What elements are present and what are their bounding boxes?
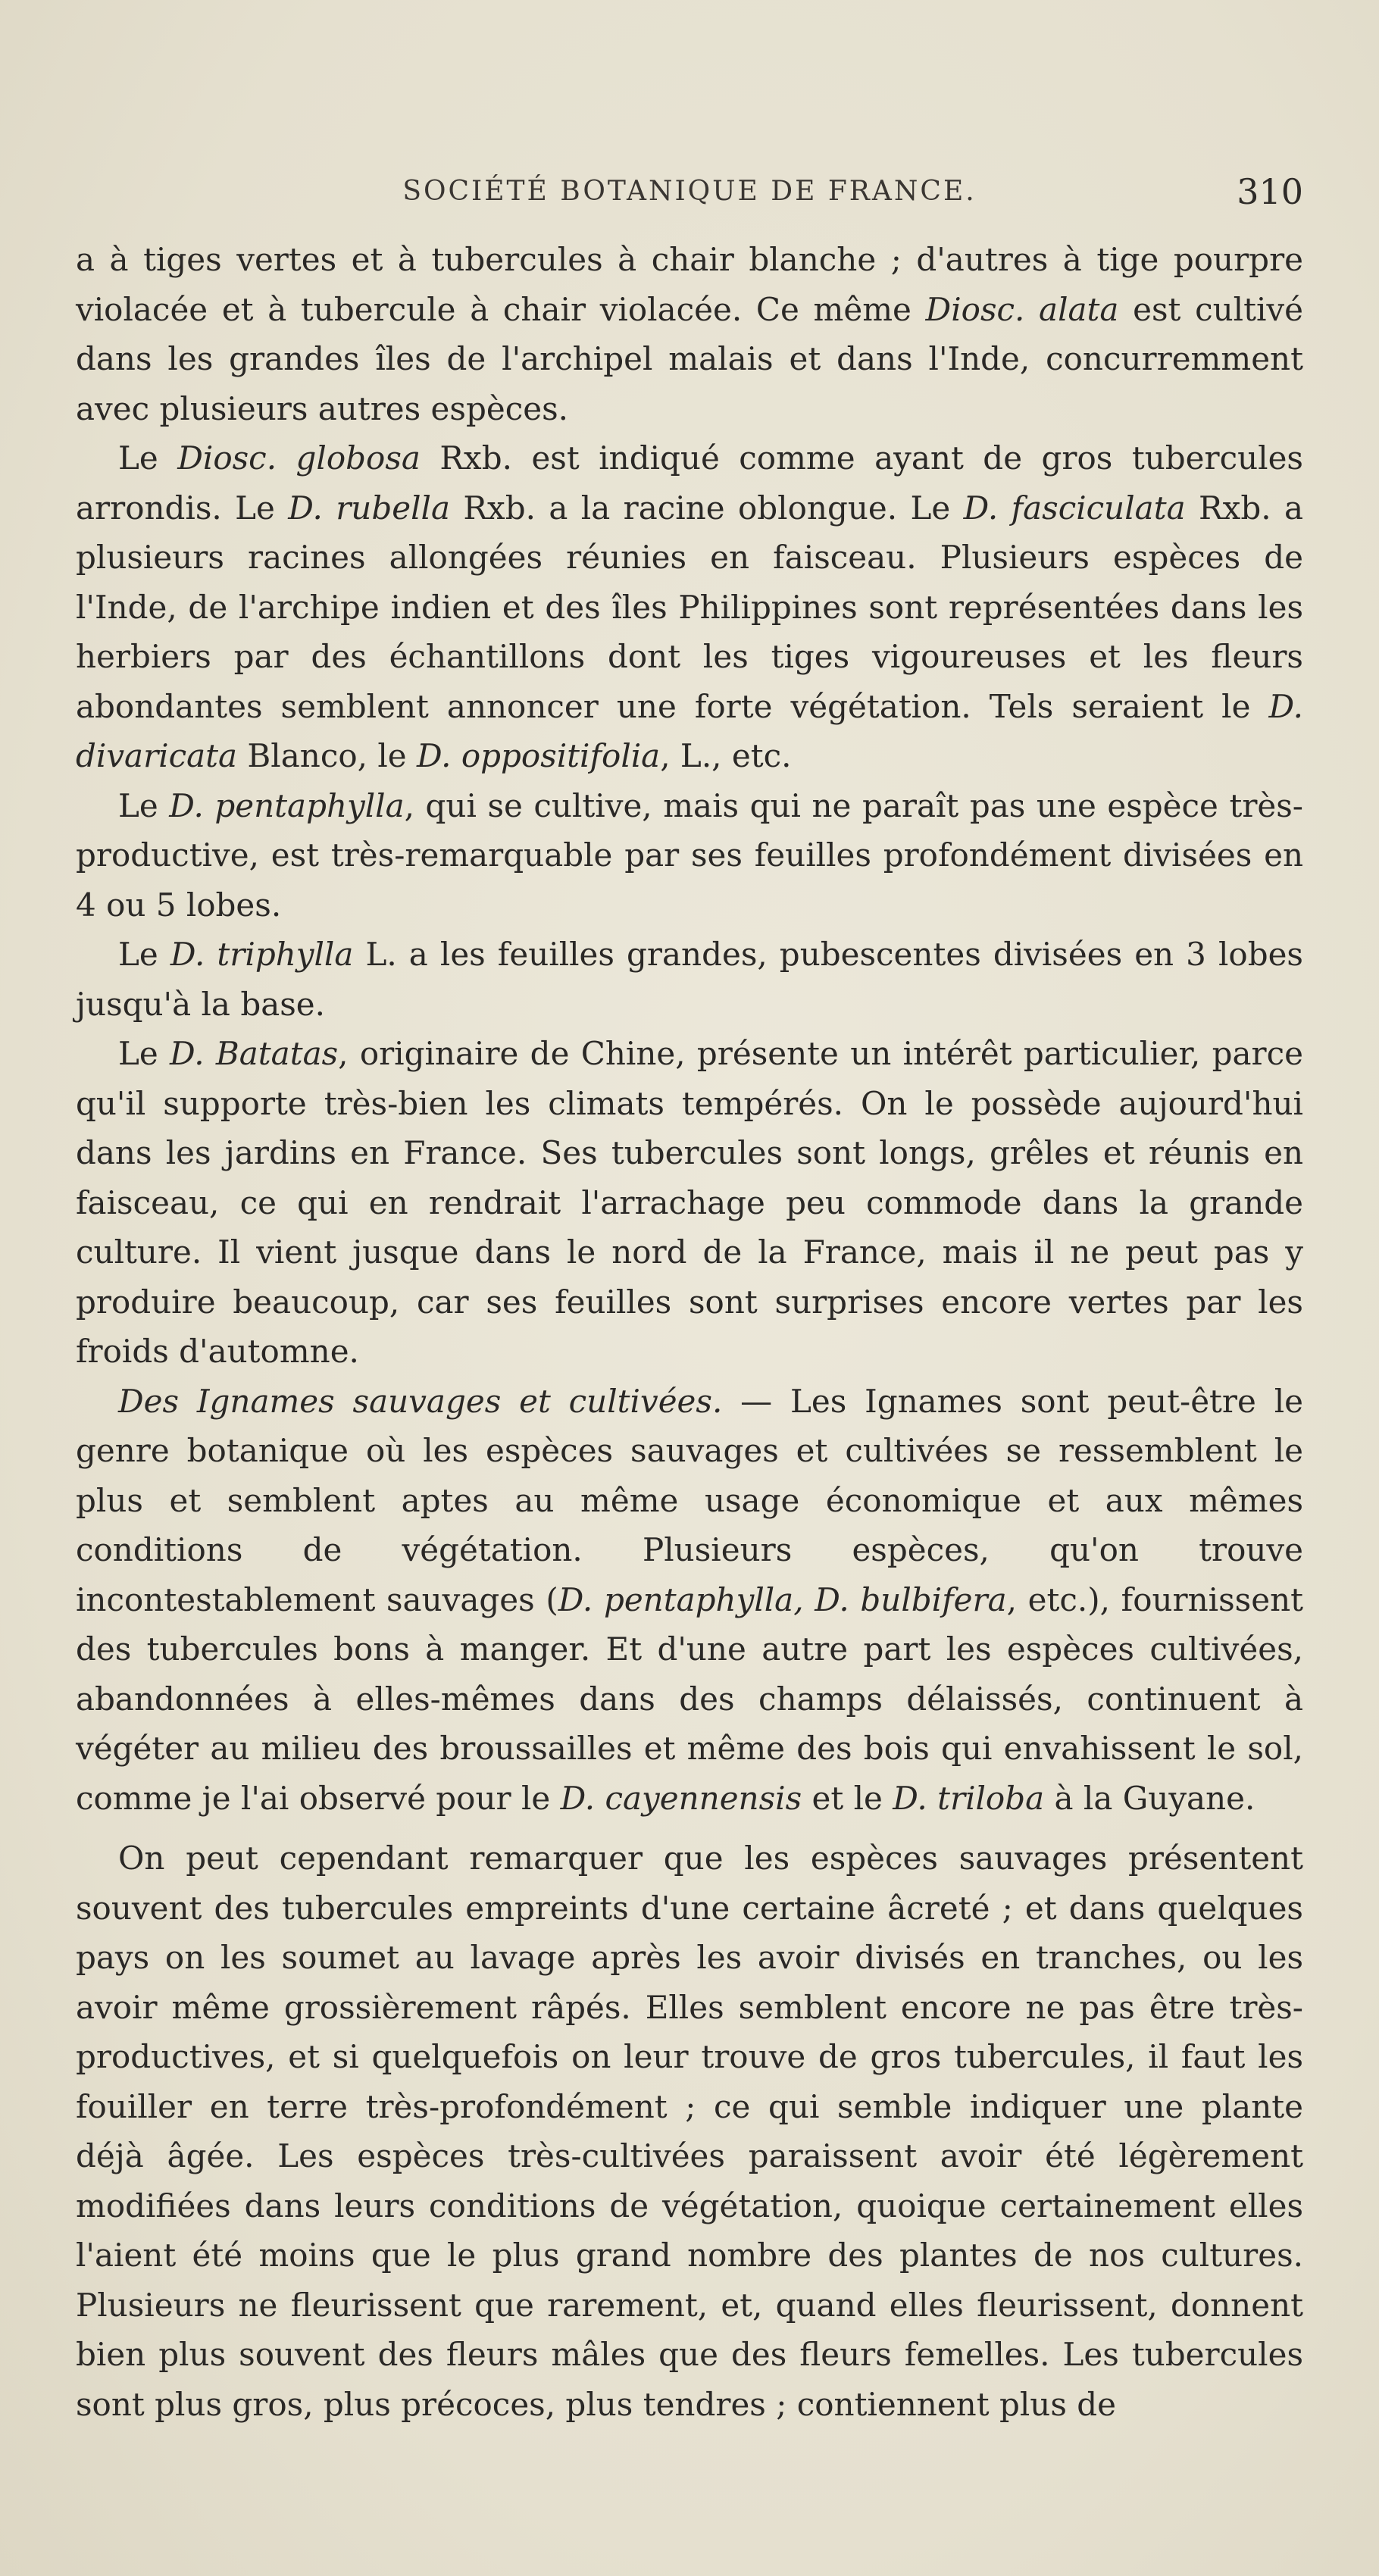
text-run: Le — [118, 786, 170, 824]
italic-term: Des Ignames sauvages et cultivées. — [118, 1382, 723, 1420]
text-run: , originaire de Chine, présente un intérêt particulier, parce qu'il supporte très-bien les climats tempérés. On le possède aujourd'hui dans les jardins en France. Ses tubercules sont longs, grêles et réunis en faisceau, ce qui en rendrait l'arrachage peu commode dans la grande culture. Il vient jusque dans le nord de la France, mais il ne peut pas y produire beaucoup, car ses feuilles sont surprises encore vertes par les froids d'automne. — [76, 1035, 1303, 1370]
text-run: a à tiges vertes et à tubercules à chair blanche ; d'autres à tige pourpre violacée et à tubercule à chair violacée. Ce même — [76, 241, 1303, 328]
page-header — [76, 171, 1303, 221]
italic-term: D. rubella — [288, 489, 450, 527]
italic-term: D. fasciculata — [963, 489, 1186, 527]
text-run: L. a les feuilles grandes, pubescentes divisées en 3 lobes jusqu'à la base. — [76, 936, 1303, 1023]
running-title: SOCIÉTÉ BOTANIQUE DE FRANCE. — [402, 176, 977, 207]
paragraph — [76, 781, 1303, 930]
text-run: et le — [802, 1779, 893, 1817]
paragraph — [76, 235, 1303, 433]
text-run: à la Guyane. — [1044, 1779, 1255, 1817]
italic-term: D. oppositifolia — [416, 737, 661, 774]
italic-term: D. triphylla — [170, 936, 354, 973]
paragraph — [76, 1377, 1303, 1824]
text-run: Le — [118, 1035, 170, 1072]
text-run: , etc.), fournissent des tubercules bons à manger. Et d'une autre part les espèces cultivées, abandonnées à elles-mêmes dans des champs délaissés, continuent à végéter au milieu des broussailles et même des bois qui envahissent le sol, comme je l'ai observé pour le — [76, 1580, 1303, 1817]
text-run: — Les Ignames sont peut-être le genre botanique où les espèces sauvages et cultivées se ressemblent le plus et semblent aptes au même usage économique et aux mêmes conditions de végétation. Plusieurs espèces, qu'on trouve incontestablement sauvages ( — [76, 1382, 1303, 1618]
italic-term: D. pentaphylla, D. bulbifera — [558, 1580, 1007, 1618]
italic-term: D. pentaphylla — [169, 786, 405, 824]
paragraph — [76, 1834, 1303, 2429]
text-run: Le — [118, 936, 170, 973]
italic-term: Diosc. alata — [925, 290, 1119, 328]
text-run: est cultivé dans les grandes îles de l'archipel malais et dans l'Inde, concurremment avec plusieurs autres espèces. — [76, 290, 1303, 427]
italic-term: D. cayennensis — [560, 1779, 802, 1817]
text-run: , L., etc. — [660, 737, 792, 774]
paragraph — [76, 433, 1303, 781]
text-run: On peut cependant remarquer que les espèces sauvages présentent souvent des tubercules empreints d'une certaine âcreté ; et dans quelques pays on les soumet au lavage après les avoir divisés en tranches, ou les avoir même grossièrement râpés. Elles semblent encore ne pas être très-productives, et si quelquefois on leur trouve de gros tubercules, il faut les fouiller en terre très-profondément ; ce qui semble indiquer une plante déjà âgée. Les espèces très-cultivées paraissent avoir été légèrement modifiées dans leurs conditions de végétation, quoique certainement elles l'aient été moins que le plus grand nombre des plantes de nos cultures. Plusieurs ne fleurissent que rarement, et, quand elles fleurissent, donnent bien plus souvent des fleurs mâles que des fleurs femelles. Les tubercules sont plus gros, plus précoces, plus tendres ; contiennent plus de — [76, 1840, 1303, 2423]
text-run: Rxb. a la racine oblongue. Le — [450, 489, 964, 527]
paragraph — [76, 930, 1303, 1029]
paragraph — [76, 1029, 1303, 1377]
italic-term: D. triloba — [893, 1779, 1045, 1817]
italic-term: D. divaricata — [76, 687, 1303, 774]
italic-term: Diosc. globosa — [177, 439, 421, 477]
text-run: , qui se cultive, mais qui ne paraît pas une espèce très-productive, est très-remarquable par ses feuilles profondément divisées en 4 ou 5 lobes. — [76, 786, 1304, 924]
text-run: Rxb. a plusieurs racines allongées réunies en faisceau. Plusieurs espèces de l'Inde, de l'archipe indien et des îles Philippines sont représentées dans les herbiers par des échantillons dont les tiges vigoureuses et les fleurs abondantes semblent annoncer une forte végétation. Tels seraient le — [76, 489, 1304, 725]
text-run: Rxb. est indiqué comme ayant de gros tubercules arrondis. Le — [76, 439, 1303, 527]
body-text — [76, 235, 1303, 2429]
italic-term: D. Batatas — [170, 1035, 339, 1072]
text-run: Blanco, le — [237, 737, 417, 774]
text-run: Le — [118, 439, 178, 477]
page-number: 310 — [1237, 171, 1303, 212]
